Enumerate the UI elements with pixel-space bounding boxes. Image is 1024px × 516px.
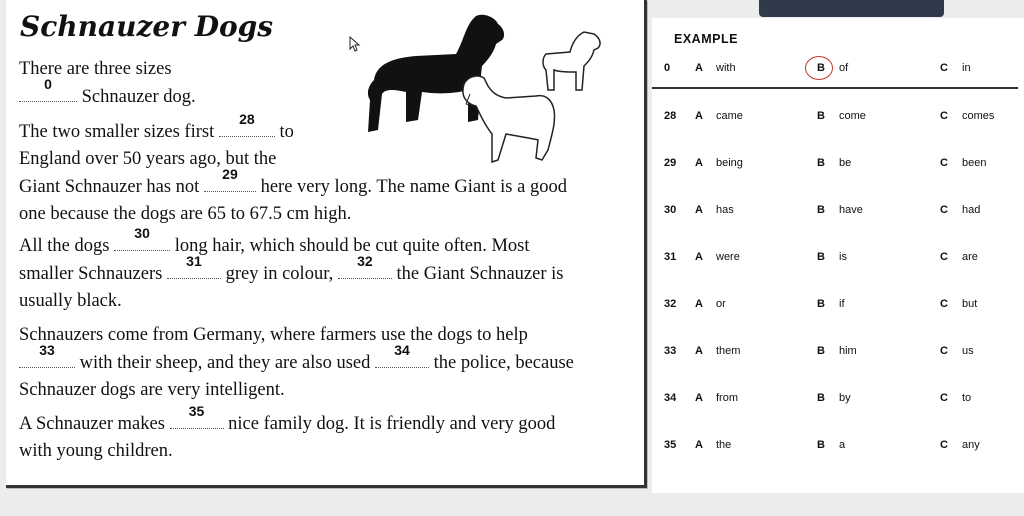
blank-number: 30: [134, 225, 150, 241]
p2-line3: [19, 166, 567, 201]
question-number: 32: [664, 298, 677, 310]
p4-text: with their sheep, and they are also used: [79, 353, 371, 373]
option-a: came: [716, 110, 743, 122]
p1-line1: There are three sizes: [19, 59, 172, 79]
option-a: or: [716, 298, 726, 310]
p2-text: to: [279, 122, 294, 142]
p2-line2: England over 50 years ago, but the: [19, 149, 277, 169]
option-letter-b: B: [817, 392, 825, 404]
option-c: are: [962, 251, 978, 263]
option-letter-b: B: [817, 251, 825, 263]
blank-number: 29: [222, 166, 238, 182]
p2-line1: [19, 111, 567, 146]
p5-text: nice family dog. It is friendly and very good: [228, 414, 556, 434]
option-letter-a: A: [695, 298, 703, 310]
option-letter-c: C: [940, 204, 948, 216]
paragraph-1: [19, 56, 196, 111]
p4-text: the police, because: [433, 353, 574, 373]
p3-text: the Giant Schnauzer is: [396, 264, 564, 284]
option-letter-a: A: [695, 345, 703, 357]
option-c: in: [962, 62, 971, 74]
option-c: been: [962, 157, 987, 169]
example-box: [652, 18, 1018, 89]
option-a: being: [716, 157, 743, 169]
p5-line2: with young children.: [19, 441, 173, 461]
answer-row: [652, 345, 1024, 365]
option-letter-c: C: [940, 345, 948, 357]
blank-number: 32: [357, 253, 373, 269]
blank-number: 28: [239, 111, 255, 127]
blank-number: 35: [188, 403, 205, 419]
option-b: if: [839, 298, 845, 310]
blank-35: [170, 403, 224, 429]
answer-row: [652, 298, 1024, 318]
paragraph-4: [19, 322, 574, 404]
option-letter-b: B: [817, 439, 825, 451]
p3-line3: usually black.: [19, 291, 122, 311]
paragraph-3: [19, 225, 564, 315]
p1-text: Schnauzer dog.: [81, 87, 196, 107]
blank-0: [19, 76, 77, 102]
option-letter-b: B: [817, 62, 825, 74]
option-letter-c: C: [940, 62, 948, 74]
answer-row: [652, 157, 1024, 177]
question-number: 29: [664, 157, 677, 169]
option-a: were: [716, 251, 740, 263]
option-letter-c: C: [940, 251, 948, 263]
option-c: but: [962, 298, 978, 310]
option-c: to: [962, 392, 972, 404]
option-letter-b: B: [817, 345, 825, 357]
blank-30: [114, 225, 170, 251]
option-b: come: [839, 110, 866, 122]
option-b: by: [839, 392, 851, 404]
p3-text: grey in colour,: [225, 264, 334, 284]
example-label: EXAMPLE: [674, 32, 738, 46]
option-letter-a: A: [695, 251, 703, 263]
blank-29: [204, 166, 256, 192]
p3-text: All the dogs: [19, 236, 110, 256]
p2-text: here very long. The name Giant is a good: [260, 177, 567, 197]
option-letter-b: B: [817, 298, 825, 310]
question-number: 33: [664, 345, 677, 357]
answer-row: [652, 439, 1024, 459]
option-letter-a: A: [695, 439, 703, 451]
blank-33: [19, 342, 75, 368]
blank-31: [167, 253, 221, 279]
option-a: with: [716, 62, 736, 74]
option-letter-b: B: [817, 110, 825, 122]
option-letter-c: C: [940, 439, 948, 451]
option-a: the: [716, 439, 732, 451]
paragraph-5: [19, 403, 556, 465]
option-letter-c: C: [940, 110, 948, 122]
paragraph-2: [19, 111, 567, 228]
example-row: [652, 62, 1024, 82]
option-letter-c: C: [940, 392, 948, 404]
option-b: a: [839, 439, 846, 451]
window-top-bar: [759, 0, 944, 17]
p4-line1: Schnauzers come from Germany, where farmers use the dogs to help: [19, 325, 528, 345]
option-c: had: [962, 204, 981, 216]
p3-line2: [19, 253, 564, 288]
option-letter-a: A: [695, 392, 703, 404]
answer-row: [652, 204, 1024, 224]
answer-row: [652, 251, 1024, 271]
page-title: Schnauzer Dogs: [20, 10, 273, 43]
answer-row: [652, 110, 1024, 130]
blank-number: 31: [186, 253, 202, 269]
p5-text: A Schnauzer makes: [19, 414, 165, 434]
p2-text: The two smaller sizes first: [19, 122, 215, 142]
question-number: 34: [664, 392, 677, 404]
blank-28: [219, 111, 275, 137]
option-letter-c: C: [940, 298, 948, 310]
p2-line4: one because the dogs are 65 to 67.5 cm high.: [19, 204, 352, 224]
option-a: them: [716, 345, 741, 357]
answer-row: [652, 392, 1024, 412]
option-c: any: [962, 439, 980, 451]
option-a: has: [716, 204, 734, 216]
option-c: comes: [962, 110, 995, 122]
p4-line2: [19, 342, 574, 377]
option-b: is: [839, 251, 847, 263]
option-letter-a: A: [695, 110, 703, 122]
answer-sheet: [652, 18, 1024, 493]
option-letter-b: B: [817, 204, 825, 216]
question-number: 35: [664, 439, 677, 451]
blank-32: [338, 253, 392, 279]
option-c: us: [962, 345, 974, 357]
option-b: be: [839, 157, 852, 169]
option-b: him: [839, 345, 857, 357]
option-a: from: [716, 392, 738, 404]
p3-line1: [19, 225, 563, 260]
option-b: have: [839, 204, 863, 216]
question-number: 28: [664, 110, 677, 122]
option-letter-a: A: [695, 204, 703, 216]
p3-text: long hair, which should be cut quite often. Most: [174, 236, 530, 256]
blank-number: 34: [394, 342, 410, 358]
blank-number: 33: [39, 342, 55, 358]
option-b: of: [839, 62, 849, 74]
option-letter-a: A: [695, 157, 703, 169]
reading-page: [6, 0, 647, 488]
p4-line3: Schnauzer dogs are very intelligent.: [19, 380, 285, 400]
question-number: 31: [664, 251, 677, 263]
blank-34: [375, 342, 429, 368]
question-number: 0: [664, 62, 671, 74]
option-letter-a: A: [695, 62, 703, 74]
p5-line1: [19, 403, 556, 438]
p2-text: Giant Schnauzer has not: [19, 177, 200, 197]
p1-line2: [19, 76, 196, 111]
option-letter-b: B: [817, 157, 825, 169]
p3-text: smaller Schnauzers: [19, 264, 163, 284]
option-letter-c: C: [940, 157, 948, 169]
question-number: 30: [664, 204, 677, 216]
blank-number: 0: [44, 76, 52, 92]
